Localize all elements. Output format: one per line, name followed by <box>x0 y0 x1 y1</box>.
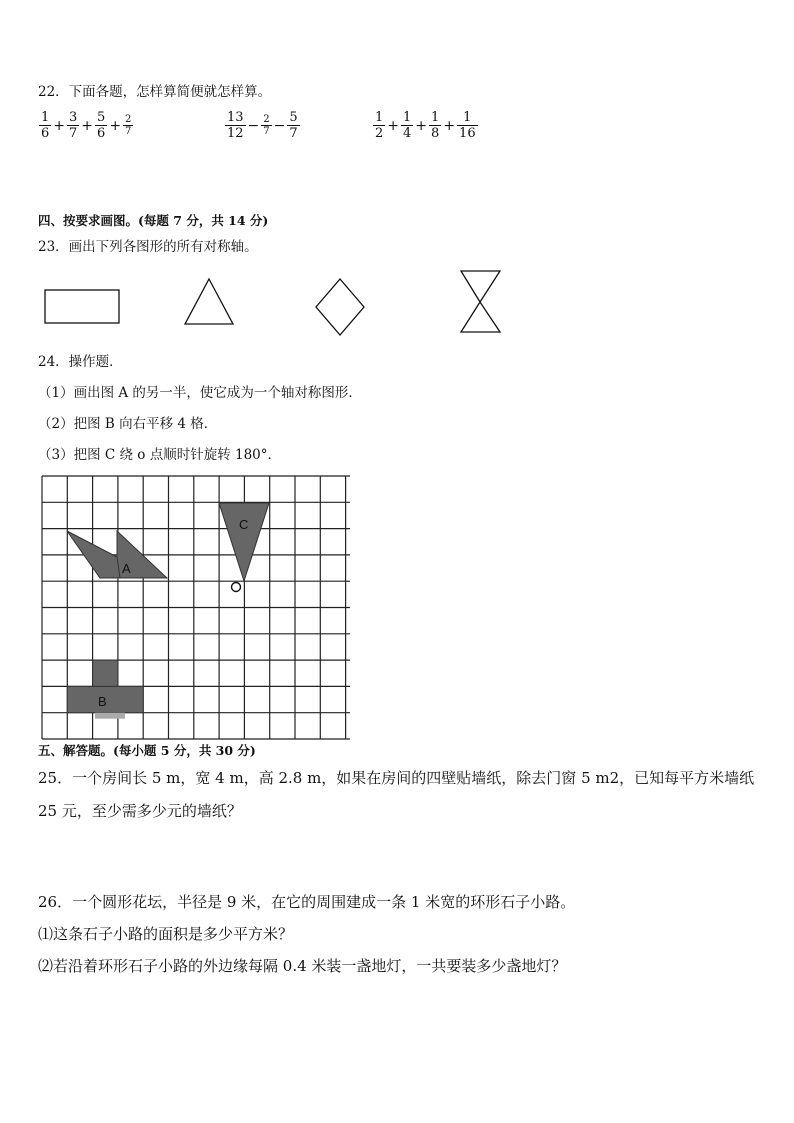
fraction-numerator: 2 <box>263 114 270 125</box>
fraction-denominator: 7 <box>125 126 132 137</box>
fraction-numerator: 3 <box>69 110 78 125</box>
fraction-denominator: 12 <box>227 126 244 141</box>
section5-heading: 五、解答题。(每小题 5 分，共 30 分) <box>38 743 256 758</box>
fraction-denominator: 6 <box>41 126 50 141</box>
fraction-numerator: 13 <box>227 110 244 125</box>
q24-item-1: （1）画出图 A 的另一半，使它成为一个轴对称图形． <box>38 385 362 401</box>
fraction-denominator: 7 <box>69 126 78 141</box>
section4-heading: 四、按要求画图。(每题 7 分，共 14 分) <box>38 213 269 228</box>
fraction-numerator: 1 <box>375 110 384 125</box>
rotation-center-point <box>232 583 241 592</box>
fraction <box>401 110 413 141</box>
q26-line-1: 26．一个圆形花坛，半径是 9 米，在它的周围建成一条 1 米宽的环形石子小路。 <box>38 893 576 911</box>
operator: + <box>415 117 428 134</box>
fraction-denominator: 2 <box>375 126 384 141</box>
fraction-denominator: 4 <box>403 126 412 141</box>
fraction <box>429 110 441 141</box>
figure-a-label: A <box>122 561 131 576</box>
q23-shapes <box>0 265 794 345</box>
q24-item-3: （3）把图 C 绕 o 点顺时针旋转 180°． <box>38 447 282 463</box>
fraction-denominator: 7 <box>289 126 298 141</box>
fraction <box>225 110 246 141</box>
figure-c-label: C <box>239 517 249 532</box>
q26-sub-1: ⑴这条石子小路的面积是多少平方米？ <box>38 925 294 943</box>
fraction <box>287 110 299 141</box>
q25-line-1: 25．一个房间长 5 m，宽 4 m，高 2.8 m，如果在房间的四壁贴墙纸，除去门窗 5 m2，已知每平方米墙纸 <box>38 769 755 787</box>
figure-b <box>67 660 143 719</box>
fraction-denominator: 7 <box>263 126 270 137</box>
rectangle-shape <box>45 290 119 323</box>
fraction <box>373 110 385 141</box>
fraction-denominator: 6 <box>97 126 106 141</box>
q24-item-2: （2）把图 B 向右平移 4 格． <box>38 416 218 432</box>
q24-grid-figure <box>40 473 370 743</box>
hourglass-shape <box>461 271 500 332</box>
operator: + <box>109 117 122 134</box>
triangle-shape <box>185 279 233 324</box>
q22-expression-3 <box>372 110 479 141</box>
fraction-numerator: 1 <box>403 110 412 125</box>
fraction <box>123 114 133 137</box>
operator: + <box>387 117 400 134</box>
fraction-numerator: 1 <box>431 110 440 125</box>
fraction-denominator: 8 <box>431 126 440 141</box>
fraction-numerator: 5 <box>97 110 106 125</box>
fraction <box>457 110 478 141</box>
operator: − <box>247 117 260 134</box>
operator: + <box>443 117 456 134</box>
operator: + <box>81 117 94 134</box>
fraction-numerator: 1 <box>41 110 50 125</box>
operator: + <box>53 117 66 134</box>
fraction-numerator: 2 <box>125 114 132 125</box>
q22-expression-2 <box>224 110 301 141</box>
operator: − <box>273 117 286 134</box>
fraction-denominator: 16 <box>459 126 476 141</box>
fraction <box>95 110 107 141</box>
fraction-numerator: 5 <box>289 110 298 125</box>
q23-title: 23．画出下列各图形的所有对称轴。 <box>38 239 258 255</box>
fraction <box>261 114 271 137</box>
q25-line-2: 25 元，至少需多少元的墙纸？ <box>38 802 242 820</box>
fraction <box>67 110 79 141</box>
fraction <box>39 110 51 141</box>
figure-b-label: B <box>98 694 107 709</box>
rhombus-shape <box>316 279 364 335</box>
q26-sub-2: ⑵若沿着环形石子小路的外边缘每隔 0.4 米装一盏地灯，一共要装多少盏地灯？ <box>38 957 567 975</box>
q22-expression-1 <box>38 110 134 141</box>
figure-c <box>219 503 269 592</box>
fraction-numerator: 1 <box>457 110 478 126</box>
q22-title: 22．下面各题，怎样算简便就怎样算。 <box>38 84 272 100</box>
q24-title: 24．操作题． <box>38 354 123 370</box>
